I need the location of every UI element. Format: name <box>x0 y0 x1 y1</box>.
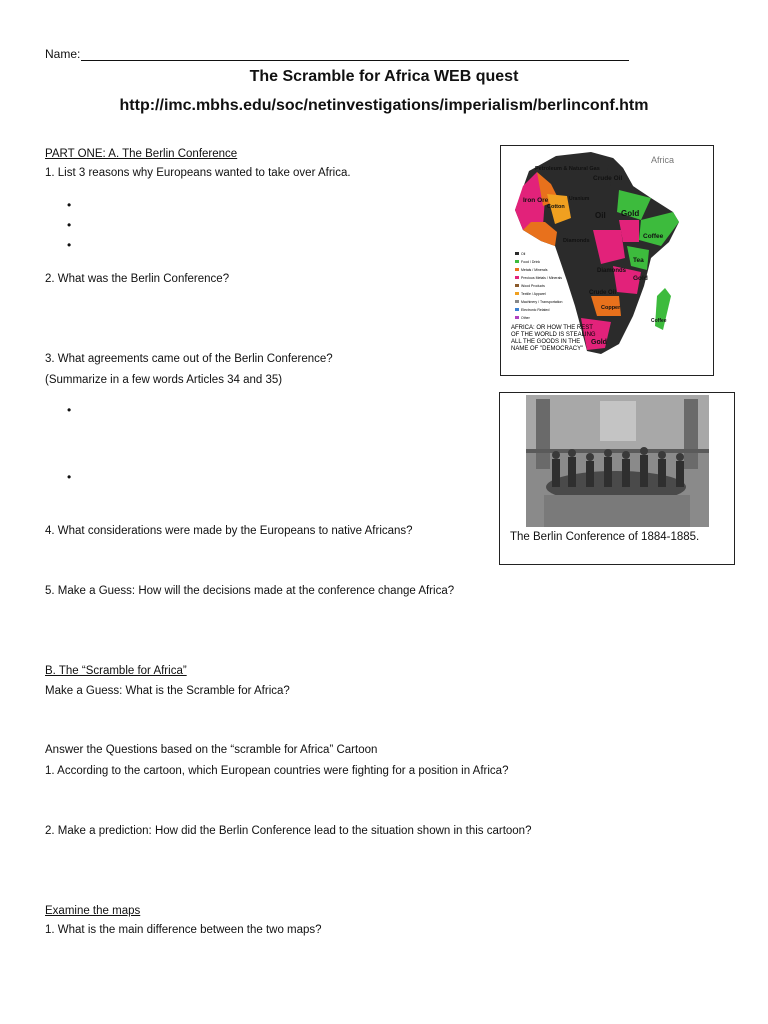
map-label: Uranium <box>569 196 590 202</box>
question-maps-1: 1. What is the main difference between the two maps? <box>45 924 322 936</box>
svg-text:Electronic Related: Electronic Related <box>521 308 550 312</box>
page-title: The Scramble for Africa WEB quest <box>249 68 519 85</box>
map-label: Crude Oil <box>589 290 617 296</box>
africa-resource-map <box>500 145 714 376</box>
question-b-1: 1. According to the cartoon, which European countries were fighting for a position in Africa? <box>45 765 509 777</box>
map-title: Africa <box>651 155 675 165</box>
map-label: Cotton <box>547 204 565 210</box>
part-b-heading: B. The “Scramble for Africa” <box>45 665 187 677</box>
page-url[interactable]: http://imc.mbhs.edu/soc/netinvestigations/imperialism/berlinconf.htm <box>119 97 649 114</box>
map-label: Tea <box>633 257 644 264</box>
answer-bullet <box>67 403 71 417</box>
map-note-line: OF THE WORLD IS STEALING <box>511 332 596 338</box>
map-label: Petroleum & Natural Gas <box>535 166 600 172</box>
map-legend <box>515 252 562 320</box>
engraving-graphic <box>526 395 709 527</box>
answer-bullet <box>67 238 71 252</box>
question-1-4: 4. What considerations were made by the Europeans to native Africans? <box>45 525 413 537</box>
svg-text:Other: Other <box>521 316 530 320</box>
conference-caption: The Berlin Conference of 1884-1885. <box>510 531 700 543</box>
svg-text:Metals / Minerals: Metals / Minerals <box>521 268 548 272</box>
part-one-heading: PART ONE: A. The Berlin Conference <box>45 148 238 160</box>
name-underline <box>81 48 629 61</box>
map-label: Diamonds <box>597 268 627 274</box>
answer-bullet <box>67 198 71 212</box>
question-b-2: 2. Make a prediction: How did the Berlin Conference lead to the situation shown in this cartoon? <box>45 825 532 837</box>
map-label: Copper <box>601 305 621 311</box>
berlin-conference-engraving <box>526 395 709 527</box>
question-1-1: 1. List 3 reasons why Europeans wanted to take over Africa. <box>45 167 351 179</box>
map-label: Diamonds <box>563 238 590 244</box>
name-field[interactable] <box>45 47 629 61</box>
map-note-line: AFRICA: OR HOW THE REST <box>511 325 593 331</box>
svg-text:Machinery / Transportation: Machinery / Transportation <box>521 300 563 304</box>
berlin-conference-figure <box>499 392 735 565</box>
map-note-line: NAME OF "DEMOCRACY" <box>511 346 584 352</box>
answer-bullet <box>67 470 71 484</box>
map-label: Iron Ore <box>523 197 549 204</box>
maps-heading: Examine the maps <box>45 905 141 917</box>
answer-bullet <box>67 218 71 232</box>
question-b-guess: Make a Guess: What is the Scramble for Africa? <box>45 685 290 697</box>
map-label: Coffee <box>651 318 667 324</box>
question-1-2: 2. What was the Berlin Conference? <box>45 273 230 285</box>
cartoon-intro: Answer the Questions based on the “scramble for Africa” Cartoon <box>45 744 378 756</box>
africa-map-graphic <box>501 146 713 375</box>
question-1-3-sub: (Summarize in a few words Articles 34 and 35) <box>45 374 283 386</box>
map-label: Gold <box>621 209 640 218</box>
name-label: Name: <box>45 47 81 61</box>
map-label: Gold <box>591 339 607 346</box>
map-label: Crude Oil <box>593 175 623 182</box>
svg-text:Oil: Oil <box>521 252 526 256</box>
map-label: Gold <box>633 275 648 282</box>
svg-text:Precious Metals / Minerals: Precious Metals / Minerals <box>521 276 563 280</box>
map-label: Oil <box>595 211 606 220</box>
question-1-5: 5. Make a Guess: How will the decisions made at the conference change Africa? <box>45 585 455 597</box>
map-note-line: ALL THE GOODS IN THE <box>511 339 581 345</box>
svg-text:Textile / Apparel: Textile / Apparel <box>521 292 546 296</box>
svg-text:Wood Products: Wood Products <box>521 284 545 288</box>
map-label: Coffee <box>643 233 664 240</box>
question-1-3: 3. What agreements came out of the Berlin Conference? <box>45 353 333 365</box>
svg-text:Food / Drink: Food / Drink <box>521 260 541 264</box>
